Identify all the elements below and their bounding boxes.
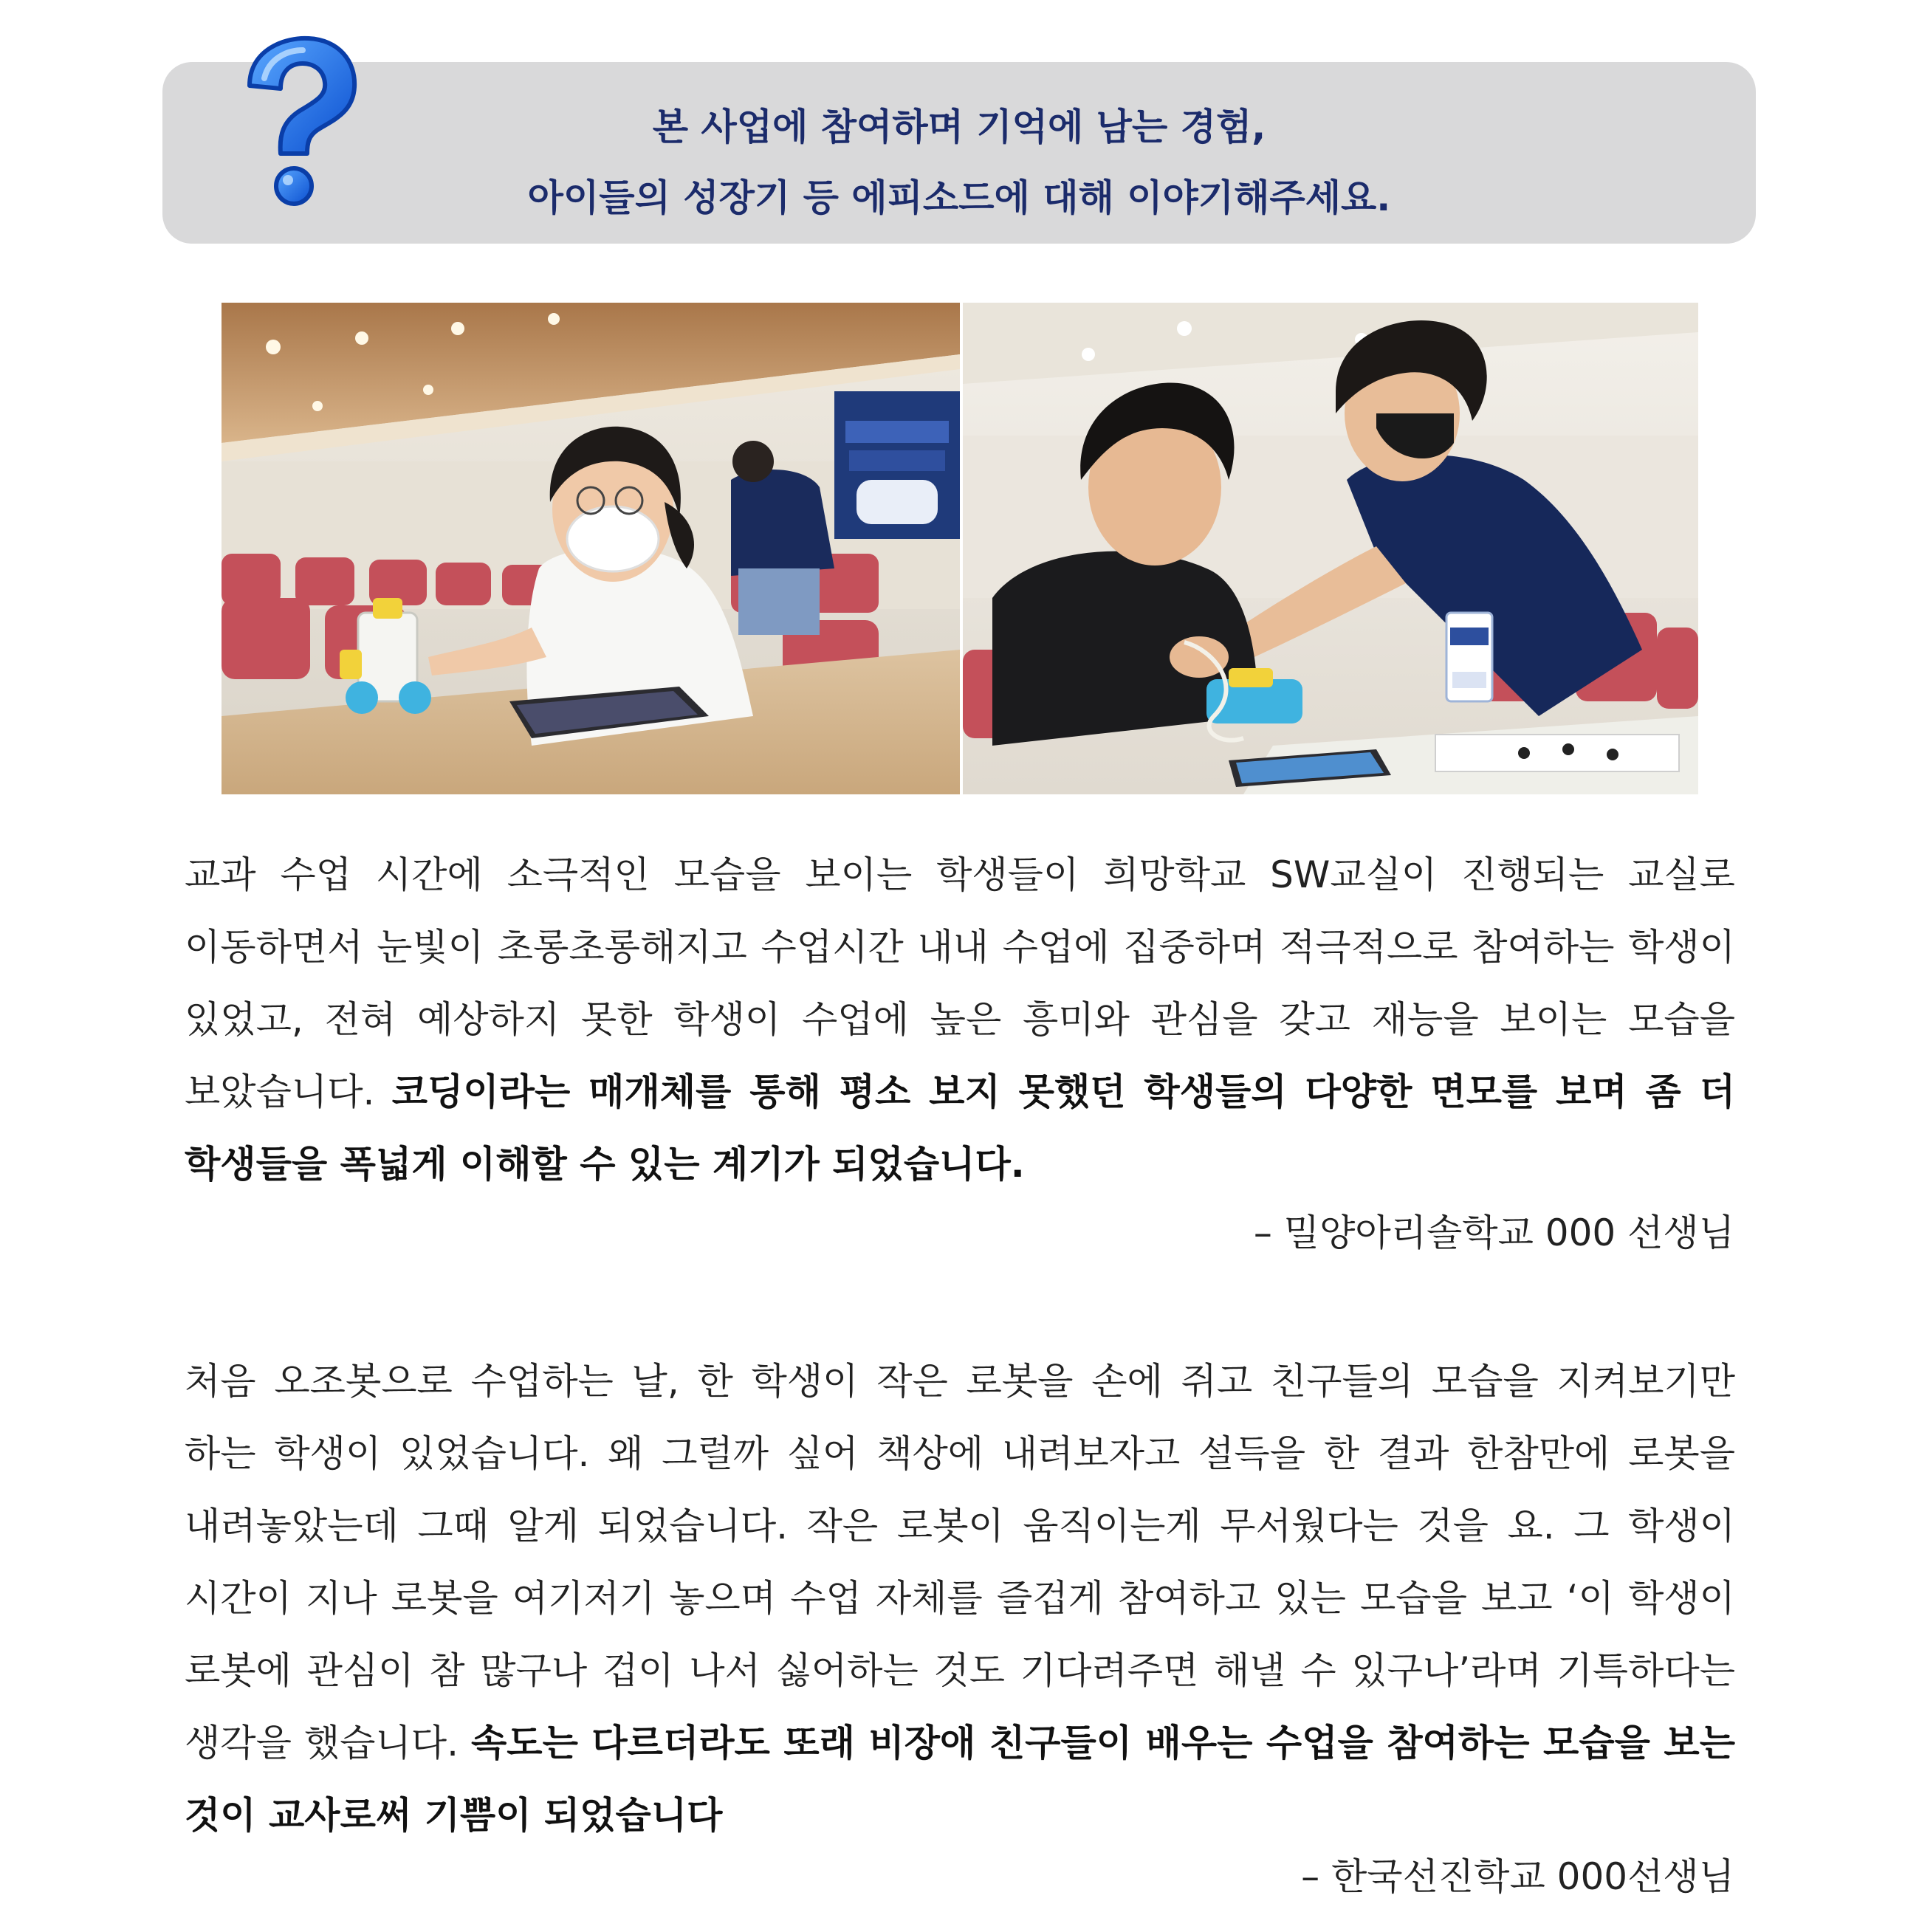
testimonial-1 bbox=[185, 839, 1735, 1200]
question-line-1: 본 사업에 참여하며 기억에 남는 경험, bbox=[652, 106, 1266, 148]
photo-boy-teacher-robot bbox=[963, 303, 1698, 794]
testimonial-2 bbox=[185, 1345, 1735, 1852]
testimonial-1-attribution: – 밀양아리솔학교 000 선생님 bbox=[1253, 1211, 1734, 1254]
photo-girl-robot bbox=[222, 303, 960, 794]
question-line-2: 아이들의 성장기 등 에피소드에 대해 이야기해주세요. bbox=[527, 176, 1391, 219]
photo-strip bbox=[222, 303, 1698, 794]
testimonial-1-text: 교과 수업 시간에 소극적인 모습을 보이는 학생들이 희망학교 SW교실이 진행되는 교실로 이동하면서 눈빛이 초롱초롱해지고 수업시간 내내 수업에 집중하며 적극적으로 참여하는 학생이 있었고, 전혀 예상하지 못한 학생이 수업에 높은 흥미와 관심을 갖고 재능을 보이는 모습을 보았습니다. bbox=[185, 853, 1735, 1113]
testimonial-2-highlight: 속도는 다르더라도 또래 비장애 친구들이 배우는 수업을 참여하는 모습을 보는 것이 교사로써 기쁨이 되었습니다 bbox=[185, 1722, 1736, 1837]
testimonial-1-highlight: 코딩이라는 매개체를 통해 평소 보지 못했던 학생들의 다양한 면모를 보며 좀 더 학생들을 폭넓게 이해할 수 있는 계기가 되었습니다. bbox=[185, 1070, 1735, 1186]
testimonial-2-attribution: – 한국선진학교 000선생님 bbox=[1301, 1855, 1734, 1898]
question-text bbox=[162, 92, 1756, 233]
testimonial-2-text: 처음 오조봇으로 수업하는 날, 한 학생이 작은 로봇을 손에 쥐고 친구들의 모습을 지켜보기만 하는 학생이 있었습니다. 왜 그럴까 싶어 책상에 내려보자고 설득을 한 결과 한참만에 로봇을 내려놓았는데 그때 알게 되었습니다. 작은 로봇이 움직이는게 무서웠다는 것을 요. 그 학생이 시간이 지나 로봇을 여기저기 놓으며 수업 자체를 즐겁게 참여하고 있는 모습을 보고 ‘이 학생이 로봇에 관심이 참 많구나 겁이 나서 싫어하는 것도 기다려주면 해낼 수 있구나’라며 기특하다는 생각을 했습니다. bbox=[185, 1360, 1735, 1764]
